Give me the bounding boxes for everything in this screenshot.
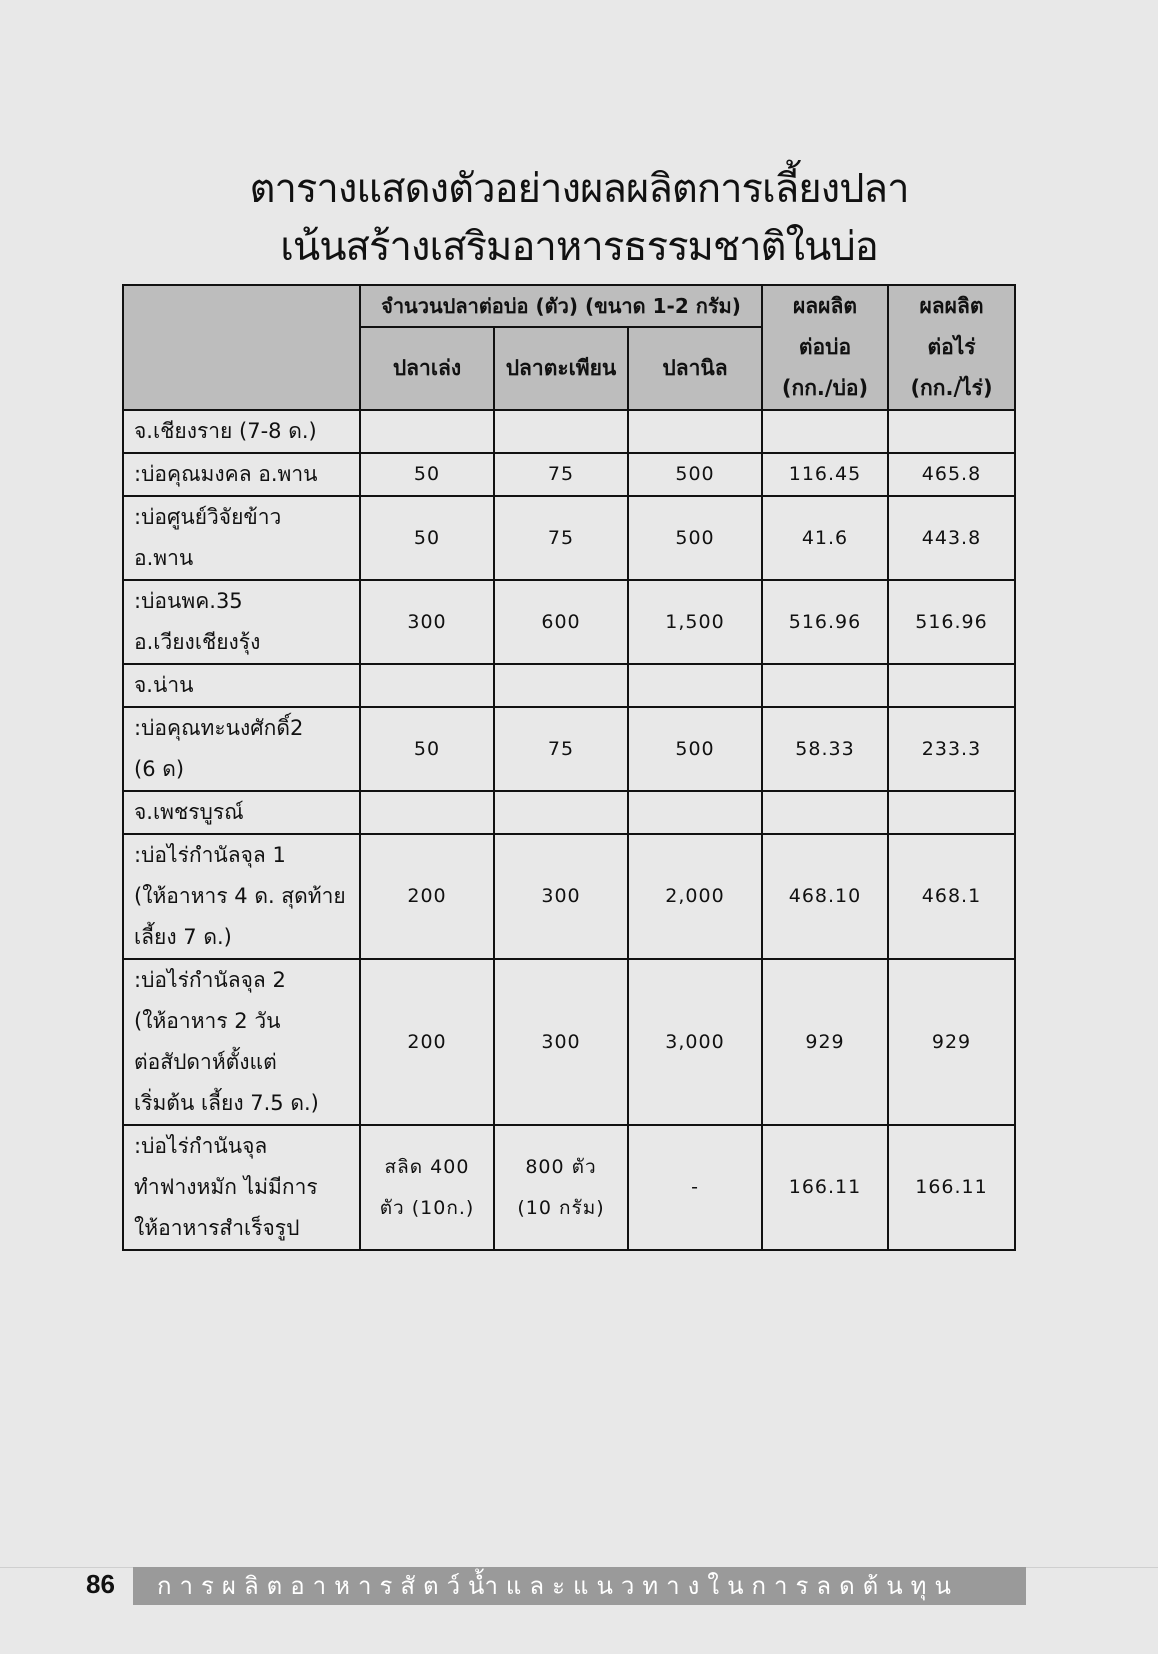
header-yield-pond-line: ต่อบ่อ <box>798 335 852 359</box>
cell-yield-per-pond: 41.6 <box>762 496 888 580</box>
cell-yield-per-pond: 58.33 <box>762 707 888 791</box>
cell-pla-leng: 50 <box>360 707 494 791</box>
row-location-name <box>123 580 360 664</box>
cell-pla-taphian: 300 <box>494 834 628 959</box>
cell-yield-per-pond <box>762 410 888 453</box>
row-name-line: จ.เชียงราย (7-8 ด.) <box>134 419 317 443</box>
header-yield-per-pond <box>762 285 888 410</box>
row-name-line: :บ่อไร่กำนันจุล <box>134 1134 268 1158</box>
cell-yield-per-rai: 166.11 <box>888 1125 1015 1250</box>
row-location-name <box>123 834 360 959</box>
cell-pla-nil: 500 <box>628 496 762 580</box>
cell-pla-nil: - <box>628 1125 762 1250</box>
row-name-line: เริ่มต้น เลี้ยง 7.5 ด.) <box>134 1091 319 1115</box>
cell-pla-leng <box>360 664 494 707</box>
cell-yield-per-rai: 443.8 <box>888 496 1015 580</box>
row-name-line: เลี้ยง 7 ด.) <box>134 925 232 949</box>
row-location-name <box>123 791 360 834</box>
row-name-line: :บ่อคุณทะนงศักดิ์2 <box>134 716 304 740</box>
table-row <box>123 410 1015 453</box>
row-name-line: :บ่อคุณมงคล อ.พาน <box>134 462 318 486</box>
table-row <box>123 580 1015 664</box>
cell-pla-leng <box>360 791 494 834</box>
cell-yield-per-rai: 233.3 <box>888 707 1015 791</box>
header-yield-rai-line: ผลผลิต <box>919 294 984 318</box>
cell-yield-per-pond: 166.11 <box>762 1125 888 1250</box>
table-row <box>123 1125 1015 1250</box>
cell-yield-per-rai <box>888 791 1015 834</box>
cell-yield-per-pond: 929 <box>762 959 888 1125</box>
header-yield-rai-line: ต่อไร่ <box>927 335 976 359</box>
table-row <box>123 453 1015 496</box>
page-title <box>0 160 1158 276</box>
row-name-line: จ.น่าน <box>134 673 194 697</box>
cell-pla-taphian <box>494 410 628 453</box>
cell-pla-leng: 200 <box>360 959 494 1125</box>
title-line-2: เน้นสร้างเสริมอาหารธรรมชาติในบ่อ <box>280 224 878 270</box>
cell-yield-per-rai: 465.8 <box>888 453 1015 496</box>
row-name-line: :บ่อนพค.35 <box>134 589 243 613</box>
header-col-pla-leng: ปลาเล่ง <box>360 327 494 410</box>
row-location-name <box>123 707 360 791</box>
cell-pla-taphian <box>494 664 628 707</box>
cell-yield-per-pond: 516.96 <box>762 580 888 664</box>
cell-yield-per-pond <box>762 664 888 707</box>
row-location-name <box>123 959 360 1125</box>
cell-yield-per-rai: 516.96 <box>888 580 1015 664</box>
header-col-pla-taphian: ปลาตะเพียน <box>494 327 628 410</box>
cell-yield-per-rai <box>888 410 1015 453</box>
cell-yield-per-rai <box>888 664 1015 707</box>
table-row <box>123 496 1015 580</box>
row-location-name <box>123 1125 360 1250</box>
row-name-line: (6 ด) <box>134 757 185 781</box>
row-name-line: :บ่อศูนย์วิจัยข้าว <box>134 505 282 529</box>
cell-yield-per-pond <box>762 791 888 834</box>
cell-pla-leng-line: ตัว (10ก.) <box>379 1196 475 1219</box>
row-name-line: อ.เวียงเชียงรุ้ง <box>134 630 261 654</box>
table-row <box>123 707 1015 791</box>
header-yield-pond-line: ผลผลิต <box>793 294 857 318</box>
row-location-name <box>123 496 360 580</box>
row-name-line: (ให้อาหาร 2 วัน <box>134 1009 281 1033</box>
header-blank-cell <box>123 285 360 410</box>
cell-pla-nil: 500 <box>628 707 762 791</box>
table-row <box>123 664 1015 707</box>
cell-pla-taphian: 75 <box>494 707 628 791</box>
row-name-line: ทำฟางหมัก ไม่มีการ <box>134 1175 318 1199</box>
row-location-name <box>123 664 360 707</box>
table-row <box>123 834 1015 959</box>
header-yield-pond-line: (กก./บ่อ) <box>781 376 869 400</box>
row-name-line: ให้อาหารสำเร็จรูป <box>134 1216 300 1240</box>
row-location-name <box>123 453 360 496</box>
cell-pla-taphian <box>494 1125 628 1250</box>
page-number: 86 <box>86 1569 115 1599</box>
cell-pla-taphian: 600 <box>494 580 628 664</box>
header-yield-rai-line: (กก./ไร่) <box>910 376 993 400</box>
cell-pla-nil <box>628 664 762 707</box>
cell-pla-leng: 200 <box>360 834 494 959</box>
cell-yield-per-pond: 468.10 <box>762 834 888 959</box>
row-name-line: (ให้อาหาร 4 ด. สุดท้าย <box>134 884 346 908</box>
table-row <box>123 959 1015 1125</box>
cell-pla-leng <box>360 1125 494 1250</box>
cell-pla-leng <box>360 410 494 453</box>
row-name-line: จ.เพชรบูรณ์ <box>134 800 244 824</box>
header-fish-count-group: จำนวนปลาต่อบ่อ (ตัว) (ขนาด 1-2 กรัม) <box>360 285 762 327</box>
footer-book-title: การผลิตอาหารสัตว์น้ำและแนวทางในการลดต้นทุน <box>133 1567 1026 1605</box>
cell-pla-leng-line: สลิด 400 <box>384 1155 470 1178</box>
cell-pla-nil <box>628 410 762 453</box>
cell-yield-per-rai: 468.1 <box>888 834 1015 959</box>
row-name-line: :บ่อไร่กำนัลจุล 2 <box>134 968 286 992</box>
cell-yield-per-rai: 929 <box>888 959 1015 1125</box>
header-col-pla-nil: ปลานิล <box>628 327 762 410</box>
cell-pla-leng: 50 <box>360 453 494 496</box>
row-name-line: :บ่อไร่กำนัลจุล 1 <box>134 843 286 867</box>
table-body <box>123 410 1015 1250</box>
cell-pla-taphian: 300 <box>494 959 628 1125</box>
cell-pla-nil: 1,500 <box>628 580 762 664</box>
cell-pla-nil: 500 <box>628 453 762 496</box>
cell-pla-taphian-line: (10 กรัม) <box>517 1196 605 1219</box>
cell-pla-taphian <box>494 791 628 834</box>
production-table <box>122 284 1016 1251</box>
cell-pla-taphian: 75 <box>494 496 628 580</box>
cell-yield-per-pond: 116.45 <box>762 453 888 496</box>
title-line-1: ตารางแสดงตัวอย่างผลผลิตการเลี้ยงปลา <box>249 166 909 212</box>
cell-pla-taphian: 75 <box>494 453 628 496</box>
row-name-line: อ.พาน <box>134 546 194 570</box>
cell-pla-nil: 3,000 <box>628 959 762 1125</box>
cell-pla-nil: 2,000 <box>628 834 762 959</box>
cell-pla-leng: 300 <box>360 580 494 664</box>
cell-pla-nil <box>628 791 762 834</box>
row-name-line: ต่อสัปดาห์ตั้งแต่ <box>134 1050 277 1074</box>
cell-pla-taphian-line: 800 ตัว <box>525 1155 597 1178</box>
header-yield-per-rai <box>888 285 1015 410</box>
table-row <box>123 791 1015 834</box>
row-location-name <box>123 410 360 453</box>
cell-pla-leng: 50 <box>360 496 494 580</box>
